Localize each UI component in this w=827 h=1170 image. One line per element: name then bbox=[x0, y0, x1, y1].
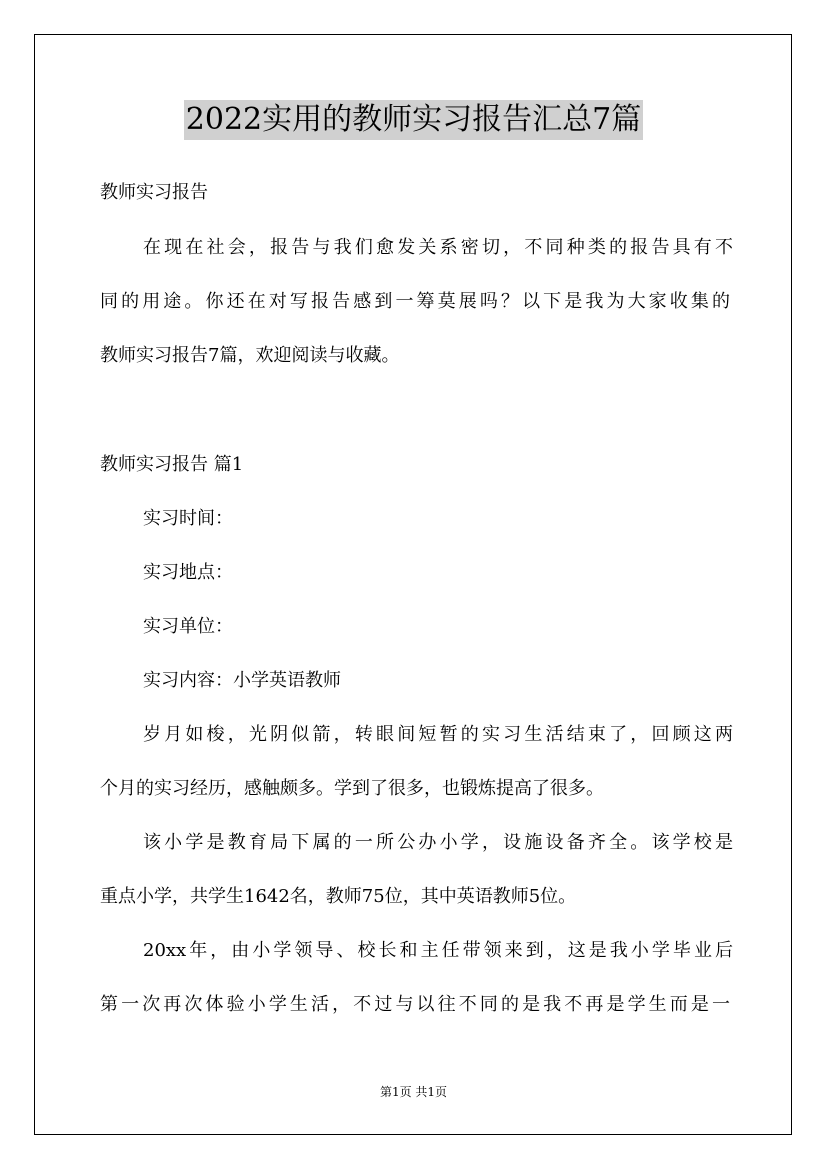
field-time: 实习时间： bbox=[143, 508, 233, 529]
body-line-3: 该小学是教育局下属的一所公办小学，设施设备齐全。该学校是 bbox=[143, 832, 733, 853]
section-heading: 教师实习报告 篇1 bbox=[100, 454, 244, 475]
body-line-5: 20xx年，由小学领导、校长和主任带领来到，这是我小学毕业后 bbox=[143, 940, 733, 961]
intro-heading: 教师实习报告 bbox=[100, 182, 208, 203]
intro-line-3: 教师实习报告7篇，欢迎阅读与收藏。 bbox=[100, 345, 400, 366]
field-place: 实习地点： bbox=[143, 562, 233, 583]
intro-line-2: 同的用途。你还在对写报告感到一筹莫展吗？以下是我为大家收集的 bbox=[100, 291, 730, 312]
body-line-1: 岁月如梭，光阴似箭，转眼间短暂的实习生活结束了，回顾这两 bbox=[143, 724, 733, 745]
document-title: 2022实用的教师实习报告汇总7篇 bbox=[184, 100, 643, 140]
body-line-2: 个月的实习经历，感触颇多。学到了很多，也锻炼提高了很多。 bbox=[100, 778, 604, 799]
field-unit: 实习单位： bbox=[143, 616, 233, 637]
field-content: 实习内容：小学英语教师 bbox=[143, 670, 341, 691]
body-line-4: 重点小学，共学生1642名，教师75位，其中英语教师5位。 bbox=[100, 886, 577, 907]
page-footer: 第1页 共1页 bbox=[379, 1085, 448, 1099]
intro-line-1: 在现在社会，报告与我们愈发关系密切，不同种类的报告具有不 bbox=[143, 237, 733, 258]
title-container bbox=[0, 100, 827, 140]
body-line-6: 第一次再次体验小学生活，不过与以往不同的是我不再是学生而是一 bbox=[100, 994, 730, 1015]
